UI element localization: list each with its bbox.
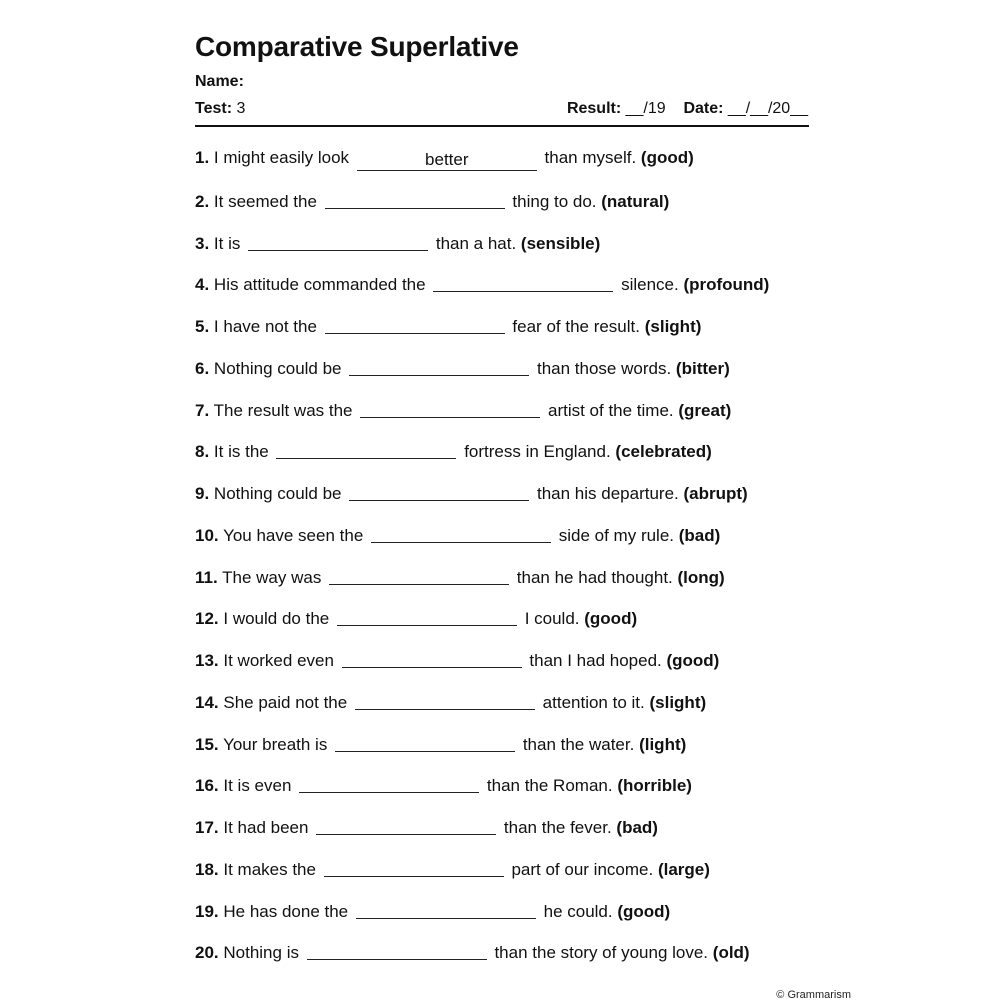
question-item [195, 940, 769, 982]
question-item [195, 481, 769, 523]
question-text-before: It is [213, 233, 241, 253]
question-item [195, 565, 769, 607]
question-item [195, 189, 769, 231]
question-number: 17. [195, 818, 219, 837]
test-value: 3 [236, 100, 246, 117]
question-number: 13. [195, 651, 219, 670]
hint-word: (bitter) [675, 358, 730, 378]
question-item [195, 398, 769, 440]
question-text-after: than the water. [522, 734, 635, 754]
question-text-after: fortress in England. [464, 442, 611, 462]
question-text-after: artist of the time. [547, 400, 674, 420]
question-text-after: I could. [524, 609, 580, 629]
question-text-before: Your breath is [223, 734, 328, 754]
hint-word: (profound) [683, 275, 770, 295]
hint-word: (natural) [601, 191, 670, 211]
answer-blank[interactable] [329, 567, 509, 585]
question-text-after: silence. [621, 275, 679, 295]
date-label: Date: [683, 100, 724, 117]
question-number: 8. [195, 442, 210, 462]
question-item [195, 356, 769, 398]
question-item [195, 314, 769, 356]
question-text-before: I would do the [223, 609, 330, 629]
hint-word: (slight) [644, 317, 702, 336]
question-text-before: It worked even [223, 651, 334, 670]
answer-blank[interactable] [248, 233, 428, 251]
question-text-after: thing to do. [512, 191, 597, 211]
answer-blank[interactable] [371, 525, 551, 543]
question-text-before: I have not the [213, 317, 317, 336]
question-item [195, 773, 769, 815]
result-date [567, 100, 808, 118]
question-number: 4. [195, 275, 210, 295]
header-divider [195, 125, 809, 127]
question-item [195, 857, 769, 899]
name-field [195, 73, 244, 91]
hint-word: (large) [657, 859, 710, 879]
question-number: 11. [195, 567, 218, 587]
answer-blank[interactable] [355, 692, 535, 710]
question-number: 16. [195, 776, 219, 796]
answer-blank[interactable] [276, 441, 456, 459]
question-text-before: Nothing is [223, 943, 299, 963]
hint-word: (good) [640, 148, 694, 167]
answer-blank[interactable] [325, 316, 505, 334]
question-text-after: attention to it. [542, 692, 645, 712]
question-text-after: than I had hoped. [529, 651, 662, 670]
question-number: 20. [195, 943, 219, 963]
question-number: 5. [195, 317, 210, 336]
question-text-before: It makes the [223, 859, 316, 879]
answer-blank[interactable] [349, 358, 529, 376]
hint-word: (great) [678, 400, 732, 420]
question-text-after: fear of the result. [512, 317, 640, 336]
hint-word: (light) [639, 734, 687, 754]
question-text-after: part of our income. [511, 859, 654, 879]
answer-blank[interactable] [360, 400, 540, 418]
answer-blank[interactable] [335, 734, 515, 752]
question-number: 14. [195, 692, 219, 712]
question-text-before: Nothing could be [213, 484, 342, 503]
question-text-after: than myself. [544, 148, 637, 167]
question-list [195, 147, 769, 982]
question-text-after: than he had thought. [516, 567, 673, 587]
question-item [195, 899, 769, 941]
question-number: 15. [195, 734, 219, 754]
question-text-after: than those words. [536, 358, 672, 378]
answer-blank[interactable] [324, 859, 504, 877]
question-text-before: I might easily look [213, 148, 350, 167]
hint-word: (slight) [649, 692, 707, 712]
question-item [195, 815, 769, 857]
answer-blank[interactable] [299, 775, 479, 793]
question-item [195, 439, 769, 481]
hint-word: (celebrated) [615, 442, 712, 462]
question-item [195, 648, 769, 690]
question-text-before: It is even [223, 776, 292, 796]
hint-word: (bad) [678, 525, 721, 545]
question-item [195, 732, 769, 774]
question-number: 18. [195, 859, 219, 879]
answer-blank[interactable] [316, 817, 496, 835]
question-text-before: You have seen the [223, 525, 364, 545]
hint-word: (long) [677, 567, 725, 587]
question-text-after: side of my rule. [558, 525, 675, 545]
question-text-after: than the story of young love. [494, 943, 709, 963]
hint-word: (abrupt) [683, 484, 748, 503]
question-item [195, 606, 769, 648]
answer-blank[interactable] [356, 901, 536, 919]
question-item [195, 690, 769, 732]
question-number: 9. [195, 484, 210, 503]
hint-word: (old) [712, 943, 750, 963]
name-label: Name: [195, 73, 244, 90]
hint-word: (sensible) [520, 233, 601, 253]
question-text-after: he could. [543, 901, 613, 921]
page-title: Comparative Superlative [195, 31, 519, 62]
hint-word: (horrible) [617, 776, 692, 796]
answer-blank[interactable] [307, 942, 487, 960]
hint-word: (good) [584, 609, 638, 629]
question-text-before: It had been [223, 818, 309, 837]
copyright: © Grammarism [776, 989, 851, 1001]
question-text-after: than the fever. [503, 818, 612, 837]
result-value: __/19 [625, 100, 666, 117]
question-number: 19. [195, 901, 219, 921]
question-text-before: The result was the [213, 400, 353, 420]
answer-blank[interactable] [349, 483, 529, 501]
answer-blank[interactable] [342, 650, 522, 668]
result-label: Result: [566, 100, 622, 117]
question-text-before: He has done the [223, 901, 349, 921]
question-number: 2. [195, 191, 210, 211]
question-text-after: than the Roman. [486, 776, 613, 796]
question-number: 6. [195, 358, 210, 378]
question-text-before: Nothing could be [213, 358, 342, 378]
question-text-after: than a hat. [435, 233, 517, 253]
question-text-after: than his departure. [536, 484, 679, 503]
question-text-before: The way was [222, 567, 322, 587]
question-item [195, 523, 769, 565]
question-number: 7. [195, 400, 210, 420]
hint-word: (bad) [616, 818, 658, 837]
question-number: 10. [195, 525, 219, 545]
question-text-before: It seemed the [213, 191, 317, 211]
hint-word: (good) [666, 651, 720, 670]
question-text-before: She paid not the [223, 692, 348, 712]
answer-blank[interactable] [433, 274, 613, 292]
test-number [195, 100, 245, 118]
question-number: 3. [195, 233, 210, 253]
question-item [195, 231, 769, 273]
answer-blank[interactable] [325, 191, 505, 209]
hint-word: (good) [617, 901, 671, 921]
answer-blank[interactable]: better [357, 153, 537, 171]
question-text-before: It is the [213, 442, 269, 462]
question-item [195, 147, 769, 189]
question-item [195, 272, 769, 314]
date-value: __/__/20__ [727, 100, 808, 117]
question-text-before: His attitude commanded the [213, 275, 426, 295]
question-number: 1. [195, 148, 210, 167]
test-label: Test: [195, 100, 233, 117]
answer-blank[interactable] [337, 608, 517, 626]
question-number: 12. [195, 609, 219, 629]
